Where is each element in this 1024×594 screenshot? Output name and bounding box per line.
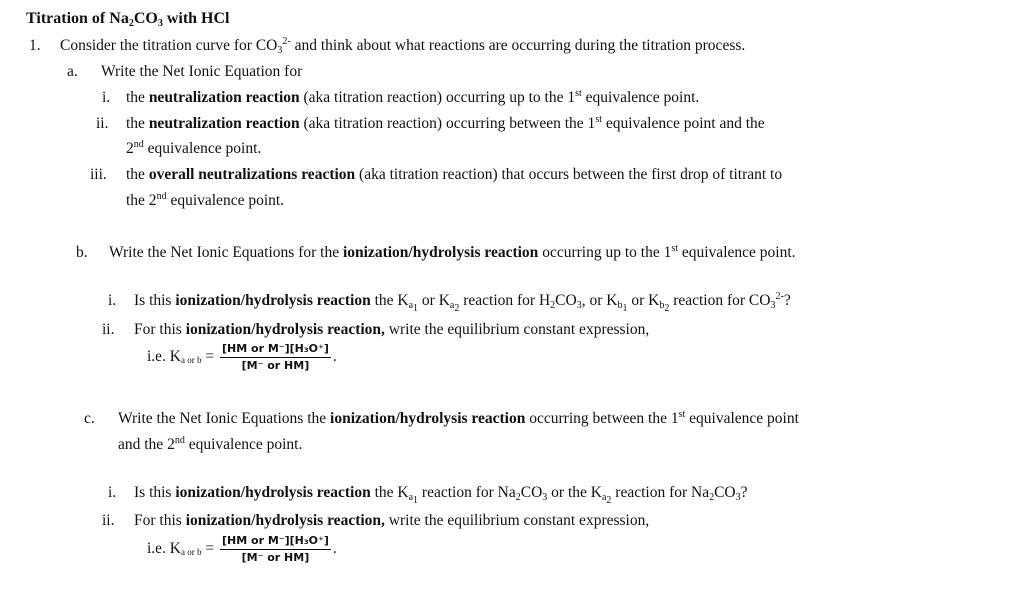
page-title: Titration of $Na_2CO_3$ with HCl — [26, 10, 230, 29]
part-a-iii-marker: iii. — [90, 166, 107, 183]
part-b-i-text: Is this ionization/hydrolysis reaction the $K_{a_1}$ or $K_{a_2}$ reaction for $H_2CO_3$, or $K_{b_1}$ or $K_{b_2}$ reaction for $CO_3^{2-}$? — [134, 291, 791, 314]
part-a-i-text: the neutralization reaction (aka titration reaction) occurring up to the 1st equivalence point. — [126, 88, 700, 106]
part-b-ii-text: For this ionization/hydrolysis reaction, write the equilibrium constant expression, — [134, 321, 650, 338]
part-a-ii-marker: ii. — [96, 115, 109, 132]
part-a-ii-text: the neutralization reaction (aka titration reaction) occurring between the 1st equivalence point and the — [126, 114, 765, 132]
part-b-i-marker: i. — [108, 292, 117, 309]
part-a-i-marker: i. — [102, 89, 111, 106]
part-c-ii-text: For this ionization/hydrolysis reaction, write the equilibrium constant expression, — [134, 512, 650, 529]
question-1-marker: 1. — [29, 37, 41, 54]
part-a-text: Write the Net Ionic Equation for — [101, 63, 303, 80]
part-b-ii-marker: ii. — [102, 321, 115, 338]
equilibrium-fraction: $\frac{\text{[HM or M⁻][H₃O⁺]}}{\text{[M⁻ or HM]}}$ — [222, 533, 329, 564]
part-c-marker: c. — [84, 410, 95, 427]
part-b-marker: b. — [76, 244, 88, 261]
part-b-text: Write the Net Ionic Equations for the ionization/hydrolysis reaction occurring up to the 1st equivalence point. — [109, 243, 796, 261]
part-a-iii-text: the overall neutralizations reaction (aka titration reaction) that occurs between the first drop of titrant to — [126, 166, 783, 183]
part-a-marker: a. — [67, 63, 78, 80]
part-c-ii-marker: ii. — [102, 512, 115, 529]
part-b-ii-equation: i.e. Ka or b = $\frac{\text{[HM or M⁻][H₃O⁺]}}{\text{[M⁻ or HM]}}$ . — [147, 341, 337, 372]
equilibrium-fraction: $\frac{\text{[HM or M⁻][H₃O⁺]}}{\text{[M⁻ or HM]}}$ — [222, 341, 329, 372]
part-c-i-text: Is this ionization/hydrolysis reaction the $K_{a_1}$ reaction for $Na_2CO_3$ or the $K_{a_2}$ reaction for $Na_2CO_3$? — [134, 484, 748, 506]
question-1-text: Consider the titration curve for $CO_3^{2-}$ and think about what reactions are occurring during the titration process. — [60, 36, 746, 56]
part-a-iii-text-line2: the 2nd equivalence point. — [126, 191, 285, 209]
part-c-text: Write the Net Ionic Equations the ionization/hydrolysis reaction occurring between the 1st equivalence point — [118, 409, 799, 427]
part-a-ii-text-line2: 2nd equivalence point. — [126, 139, 262, 157]
part-c-text-line2: and the 2nd equivalence point. — [118, 435, 303, 453]
part-c-i-marker: i. — [108, 484, 117, 501]
part-c-ii-equation: i.e. Ka or b = $\frac{\text{[HM or M⁻][H₃O⁺]}}{\text{[M⁻ or HM]}}$ . — [147, 533, 337, 564]
